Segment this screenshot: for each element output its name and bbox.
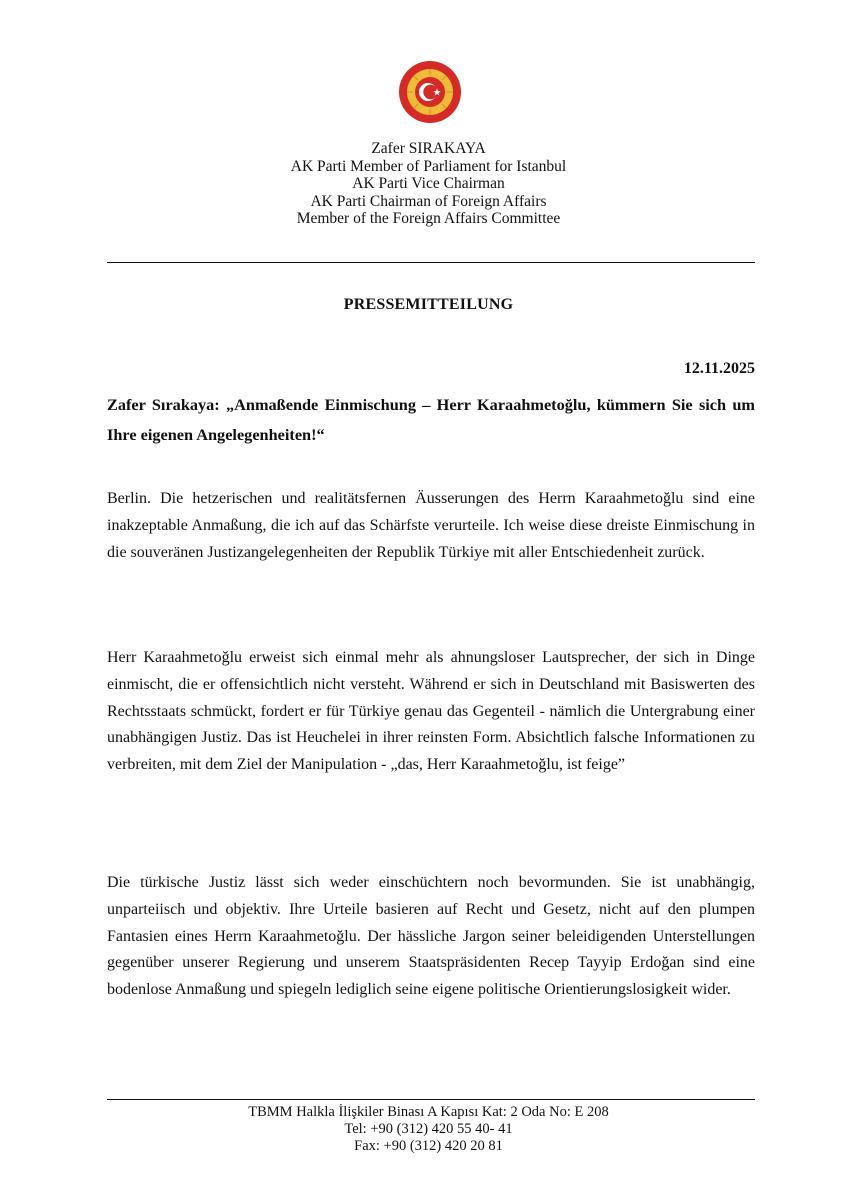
- footer-contact: [0, 1104, 857, 1155]
- footer-divider: [107, 1099, 755, 1100]
- footer-address: TBMM Halkla İlişkiler Binası A Kapısı Kat: 2 Oda No: E 208: [248, 1104, 609, 1120]
- body-paragraph-3: Die türkische Justiz lässt sich weder einschüchtern noch bevormunden. Sie ist unabhängig, unparteiisch und objektiv. Ihre Urteile basieren auf Recht und Gesetz, nicht auf den plumpen Fantasien eines Herrn Karaahmetoğlu. Der hässliche Jargon seiner beleidigenden Unterstellungen gegenüber unserer Regierung und unserem Staatspräsidenten Recep Tayyip Erdoğan sind eine bodenlose Anmaßung und spiegeln lediglich seine eigene politische Orientierungslosigkeit wider.: [107, 874, 755, 999]
- author-name: Zafer SIRAKAYA: [371, 140, 486, 157]
- letterhead: [0, 140, 857, 228]
- body-paragraph-1: Berlin. Die hetzerischen und realitätsfernen Äusserungen des Herrn Karaahmetoğlu sind eine inakzeptable Anmaßung, die ich auf das Schärfste verurteile. Ich weise diese dreiste Einmischung in die souveränen Justizangelegenheiten der Republik Türkiye mit aller Entschiedenheit zurück.: [107, 490, 755, 561]
- author-title-mp: AK Parti Member of Parliament for Istanbul: [290, 157, 567, 175]
- footer-fax: Fax: +90 (312) 420 20 81: [354, 1138, 503, 1154]
- document-title: PRESSEMITTEILUNG: [343, 296, 514, 313]
- press-headline: Zafer Sırakaya: „Anmaßende Einmischung – Herr Karaahmetoğlu, kümmern Sie sich um Ihre eigenen Angelegenheiten!“: [107, 395, 755, 444]
- footer-tel: Tel: +90 (312) 420 55 40- 41: [344, 1121, 513, 1137]
- author-title-foreign-affairs-chairman: AK Parti Chairman of Foreign Affairs: [310, 192, 547, 210]
- document-date: 12.11.2025: [683, 360, 755, 377]
- author-title-vice-chairman: AK Parti Vice Chairman: [352, 175, 505, 192]
- author-title-committee-member: Member of the Foreign Affairs Committee: [296, 210, 561, 227]
- tbmm-emblem-icon: [398, 60, 462, 124]
- header-divider: [107, 262, 755, 263]
- body-paragraph-2: Herr Karaahmetoğlu erweist sich einmal mehr als ahnungsloser Lautsprecher, der sich in Dinge einmischt, die er offensichtlich nicht versteht. Während er sich in Deutschland mit Basiswerten des Rechtsstaats schmückt, fordert er für Türkiye genau das Gegenteil - nämlich die Untergrabung einer unabhängigen Justiz. Das ist Heuchelei in ihrer reinsten Form. Absichtlich falsche Informationen zu verbreiten, mit dem Ziel der Manipulation - „das, Herr Karaahmetoğlu, ist feige”: [107, 649, 755, 774]
